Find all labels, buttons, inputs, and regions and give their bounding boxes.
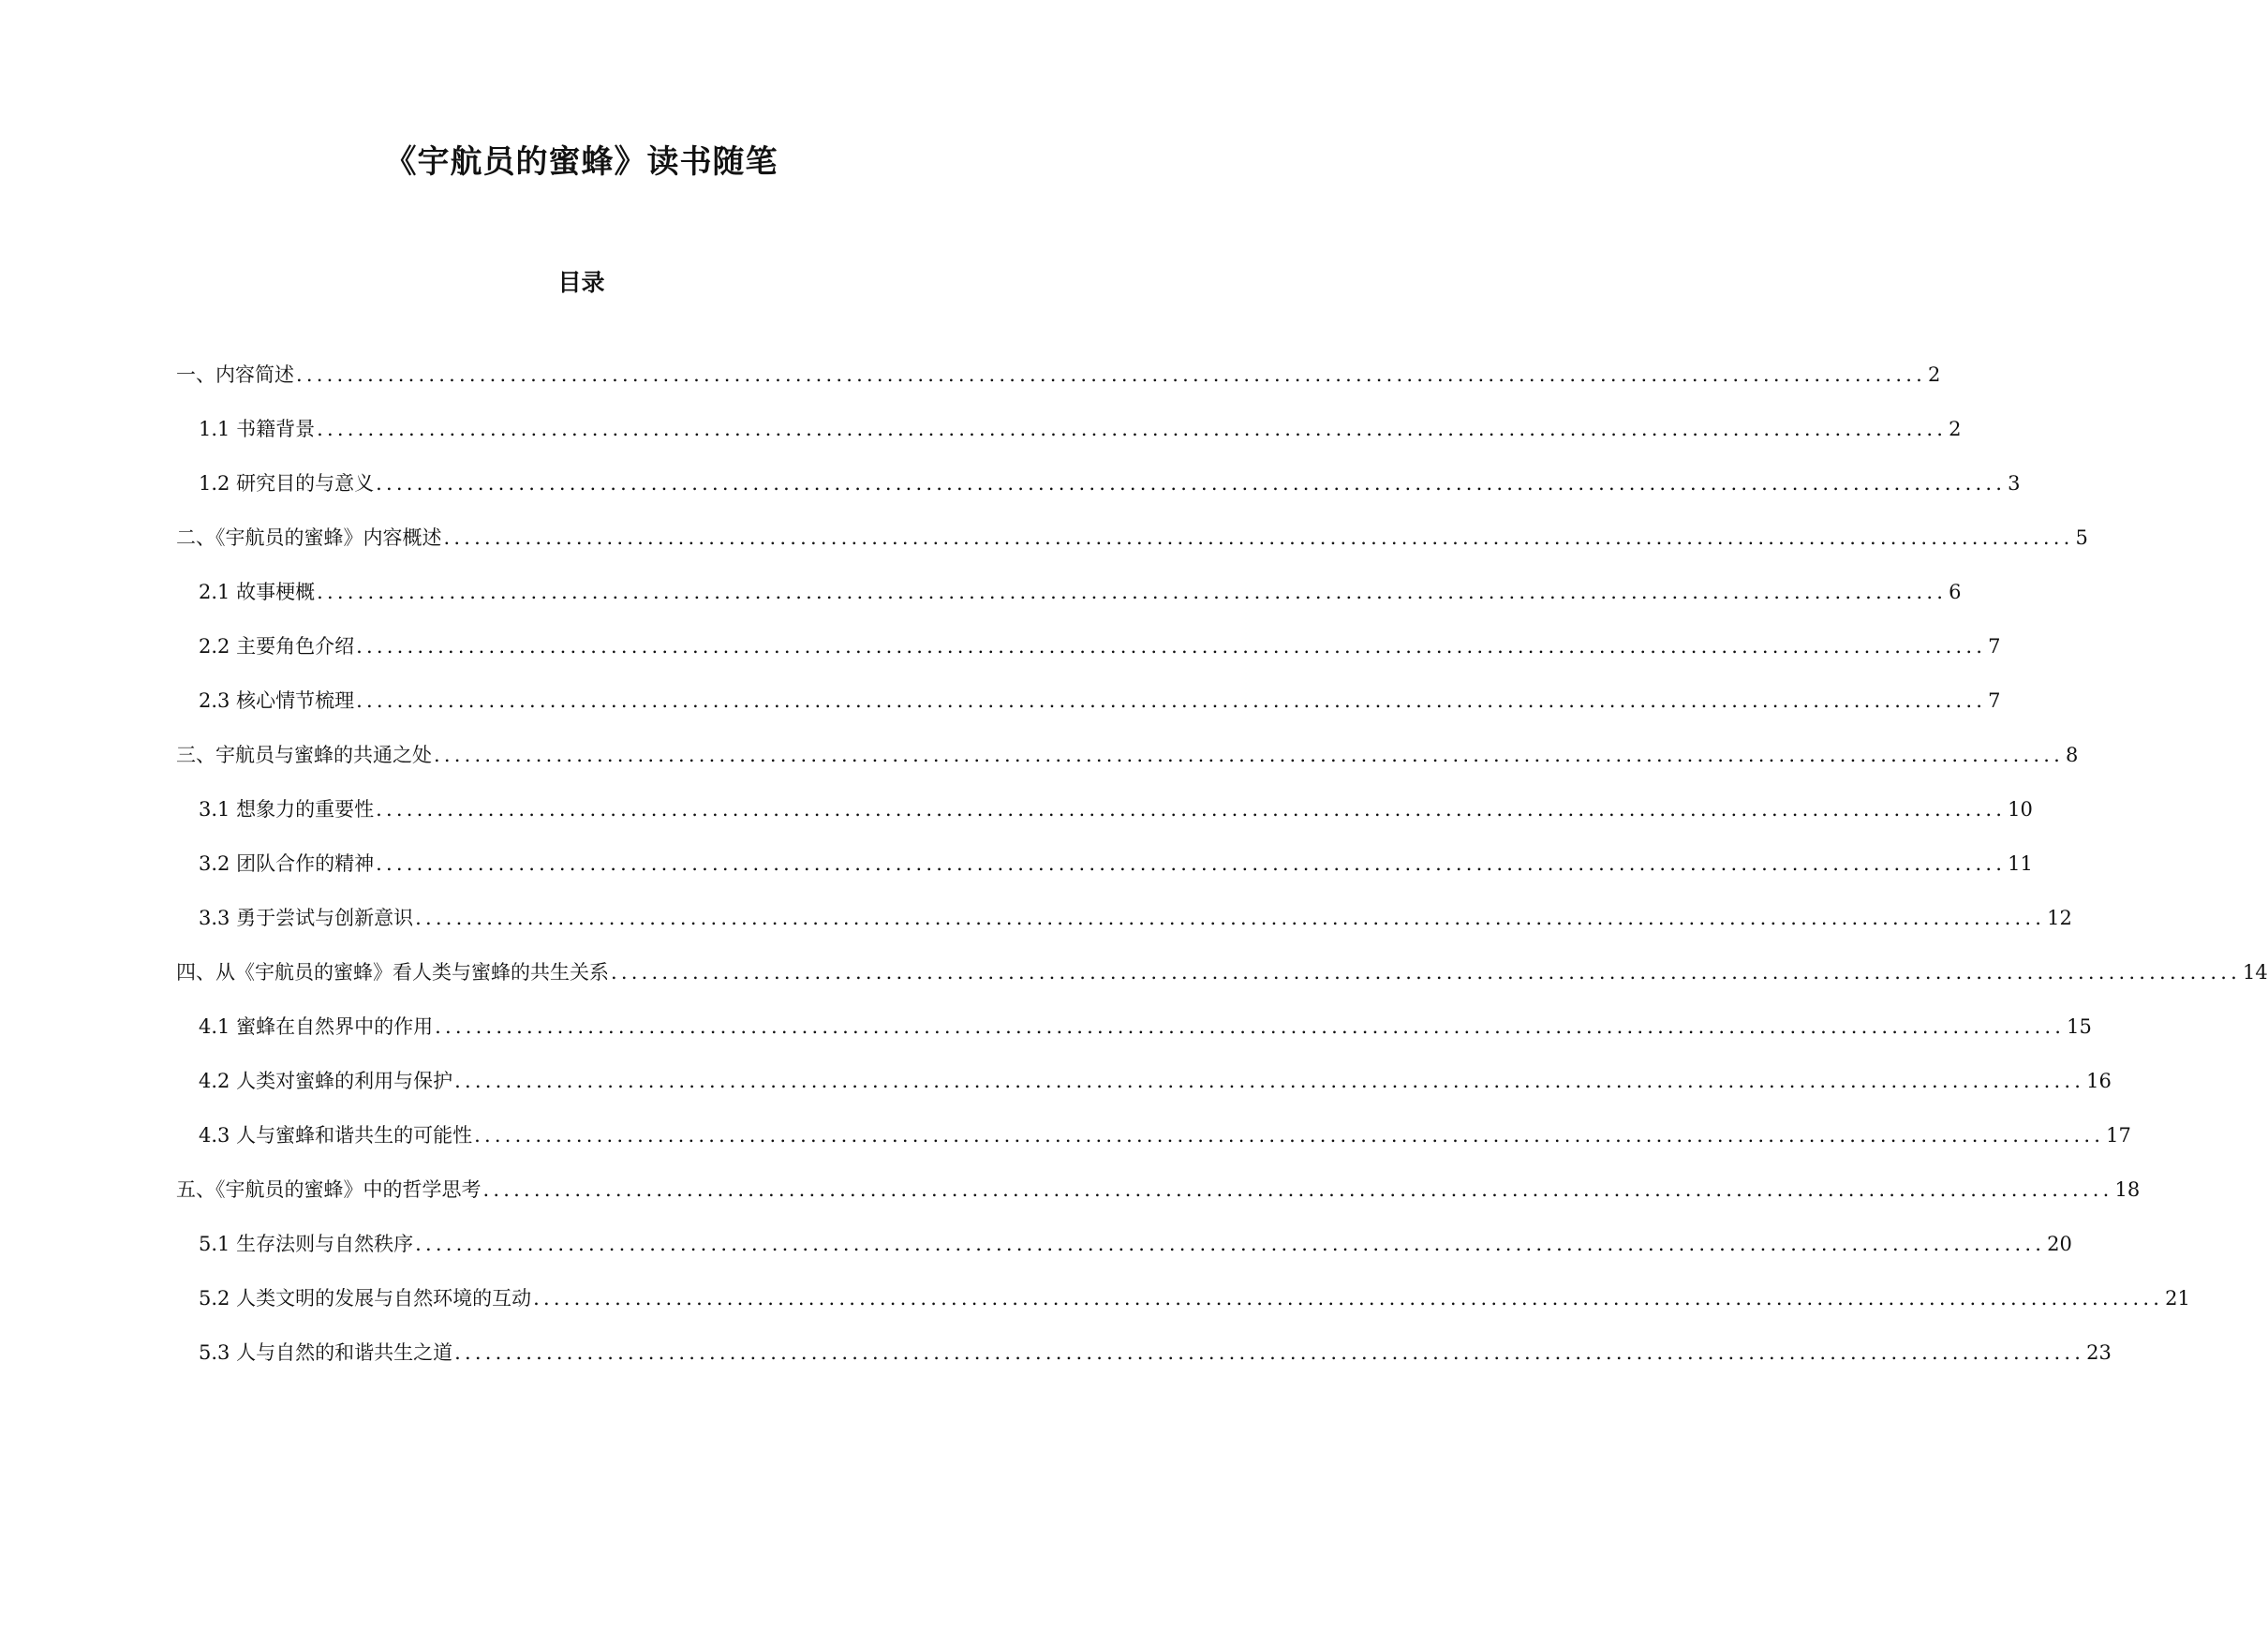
toc-entry-label: 1.2 研究目的与意义 xyxy=(199,472,375,495)
toc-entry-page-number: 10 xyxy=(2008,798,2033,821)
toc-entry-label: 五、《宇航员的蜜蜂》中的哲学思考 xyxy=(176,1178,482,1201)
toc-entry-subsection[interactable] xyxy=(199,465,2021,502)
toc-dot-leader: ................................................................................................................................................................ xyxy=(454,1341,2085,1364)
toc-entry-subsection[interactable] xyxy=(199,791,2033,828)
toc-entry-label: 4.1 蜜蜂在自然界中的作用 xyxy=(199,1015,434,1038)
toc-entry-label: 3.3 勇于尝试与创新意识 xyxy=(199,907,414,929)
toc-entry-subsection[interactable] xyxy=(199,899,2072,937)
toc-entry-label: 5.3 人与自然的和谐共生之道 xyxy=(199,1341,453,1364)
toc-entry-subsection[interactable] xyxy=(199,1062,2112,1100)
toc-entry-page-number: 2 xyxy=(1928,363,1941,386)
toc-dot-leader: ................................................................................................................................................................ xyxy=(415,1233,2046,1255)
toc-entry-section[interactable] xyxy=(176,736,2079,774)
toc-entry-label: 三、宇航员与蜜蜂的共通之处 xyxy=(176,744,432,766)
toc-dot-leader: ................................................................................................................................................................ xyxy=(296,363,1927,386)
toc-entry-label: 1.1 书籍背景 xyxy=(199,418,316,440)
toc-dot-leader: ................................................................................................................................................................ xyxy=(356,635,1987,658)
toc-dot-leader: ................................................................................................................................................................ xyxy=(454,1070,2085,1092)
toc-entry-subsection[interactable] xyxy=(199,1280,2190,1317)
toc-entry-page-number: 6 xyxy=(1949,581,1962,603)
toc-entry-page-number: 20 xyxy=(2047,1233,2072,1255)
toc-entry-label: 一、内容简述 xyxy=(176,363,294,386)
toc-dot-leader: ................................................................................................................................................................ xyxy=(376,472,2007,495)
document-title: 《宇航员的蜜蜂》读书随笔 xyxy=(384,143,778,181)
toc-dot-leader: ................................................................................................................................................................ xyxy=(611,961,2242,984)
toc-entry-subsection[interactable] xyxy=(199,845,2033,882)
toc-entry-label: 2.2 主要角色介绍 xyxy=(199,635,355,658)
toc-entry-page-number: 15 xyxy=(2067,1015,2092,1038)
toc-entry-page-number: 12 xyxy=(2047,907,2072,929)
toc-entry-page-number: 5 xyxy=(2075,526,2088,549)
toc-dot-leader: ................................................................................................................................................................ xyxy=(415,907,2046,929)
toc-dot-leader: ................................................................................................................................................................ xyxy=(533,1287,2164,1310)
toc-entry-section[interactable] xyxy=(176,1171,2141,1208)
toc-entry-page-number: 3 xyxy=(2008,472,2021,495)
toc-dot-leader: ................................................................................................................................................................ xyxy=(474,1124,2105,1147)
toc-dot-leader: ................................................................................................................................................................ xyxy=(376,798,2007,821)
toc-entry-subsection[interactable] xyxy=(199,628,2001,665)
toc-dot-leader: ................................................................................................................................................................ xyxy=(376,852,2007,875)
toc-entry-section[interactable] xyxy=(176,954,2268,991)
toc-entry-label: 4.3 人与蜜蜂和谐共生的可能性 xyxy=(199,1124,473,1147)
toc-entry-subsection[interactable] xyxy=(199,1008,2092,1045)
toc-entry-section[interactable] xyxy=(176,356,1941,393)
toc-entry-section[interactable] xyxy=(176,519,2088,556)
toc-entry-subsection[interactable] xyxy=(199,682,2001,719)
toc-dot-leader: ................................................................................................................................................................ xyxy=(317,418,1948,440)
toc-dot-leader: ................................................................................................................................................................ xyxy=(443,526,2074,549)
toc-entry-page-number: 18 xyxy=(2114,1178,2141,1201)
toc-entry-label: 3.1 想象力的重要性 xyxy=(199,798,375,821)
toc-entry-page-number: 16 xyxy=(2086,1070,2112,1092)
toc-entry-page-number: 7 xyxy=(1988,635,2001,658)
toc-entry-page-number: 8 xyxy=(2066,744,2079,766)
toc-dot-leader: ................................................................................................................................................................ xyxy=(434,744,2065,766)
toc-entry-subsection[interactable] xyxy=(199,1225,2072,1263)
toc-entry-subsection[interactable] xyxy=(199,573,1962,611)
toc-entry-page-number: 21 xyxy=(2165,1287,2190,1310)
toc-entry-page-number: 14 xyxy=(2243,961,2268,984)
toc-dot-leader: ................................................................................................................................................................ xyxy=(435,1015,2066,1038)
toc-entry-label: 2.1 故事梗概 xyxy=(199,581,316,603)
toc-entry-page-number: 2 xyxy=(1949,418,1962,440)
toc-entry-subsection[interactable] xyxy=(199,410,1962,448)
toc-entry-page-number: 17 xyxy=(2106,1124,2131,1147)
toc-entry-page-number: 11 xyxy=(2008,852,2033,875)
toc-entry-page-number: 7 xyxy=(1988,689,2001,712)
toc-heading: 目录 xyxy=(557,269,605,296)
toc-entry-label: 2.3 核心情节梳理 xyxy=(199,689,355,712)
toc-entry-label: 四、从《宇航员的蜜蜂》看人类与蜜蜂的共生关系 xyxy=(176,961,609,984)
toc-entry-label: 3.2 团队合作的精神 xyxy=(199,852,375,875)
toc-entry-label: 5.1 生存法则与自然秩序 xyxy=(199,1233,414,1255)
toc-dot-leader: ................................................................................................................................................................ xyxy=(482,1178,2113,1201)
toc-entry-label: 4.2 人类对蜜蜂的利用与保护 xyxy=(199,1070,453,1092)
toc-entry-label: 5.2 人类文明的发展与自然环境的互动 xyxy=(199,1287,532,1310)
toc-dot-leader: ................................................................................................................................................................ xyxy=(317,581,1948,603)
toc-entry-label: 二、《宇航员的蜜蜂》内容概述 xyxy=(176,526,442,549)
toc-dot-leader: ................................................................................................................................................................ xyxy=(356,689,1987,712)
toc-entry-subsection[interactable] xyxy=(199,1334,2112,1371)
toc-entry-page-number: 23 xyxy=(2086,1341,2112,1364)
toc-entry-subsection[interactable] xyxy=(199,1117,2131,1154)
